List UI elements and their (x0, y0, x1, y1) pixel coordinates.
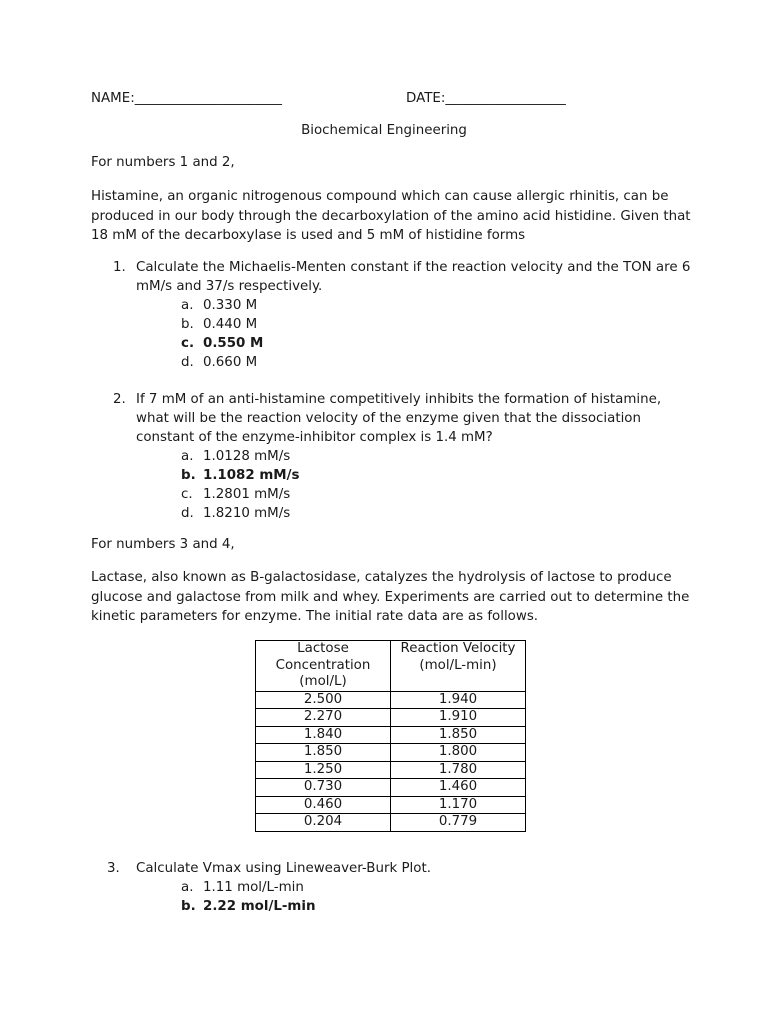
answer-option (181, 878, 691, 897)
question-2 (91, 390, 691, 523)
table-row (256, 726, 526, 744)
question-number: 2. (113, 392, 126, 407)
section-intro-3-4: For numbers 3 and 4, (91, 537, 235, 552)
table-cell: 1.800 (391, 744, 526, 762)
table-row (256, 691, 526, 709)
question-3 (91, 859, 691, 916)
option-letter: a. (181, 449, 194, 464)
table-cell: 0.779 (391, 814, 526, 832)
option-letter: b. (181, 468, 196, 483)
option-text: 1.11 mol/L-min (203, 880, 304, 895)
question-text: Calculate Vmax using Lineweaver-Burk Plot. (136, 861, 431, 876)
table-cell: 1.910 (391, 709, 526, 727)
table-row (256, 796, 526, 814)
question-number: 3. (107, 861, 120, 876)
table-cell: 1.250 (256, 761, 391, 779)
answer-option-correct (181, 334, 691, 353)
answer-options (181, 878, 691, 916)
option-letter: d. (181, 506, 194, 521)
table-header-row (256, 641, 526, 692)
question-text: Calculate the Michaelis-Menten constant if the reaction velocity and the TON are 6 mM/s and 37/s respectively. (136, 260, 691, 294)
table-cell: 0.460 (256, 796, 391, 814)
page-title: Biochemical Engineering (301, 123, 467, 138)
answer-option-correct (181, 466, 691, 485)
table-cell: 1.460 (391, 779, 526, 797)
option-text: 1.2801 mM/s (203, 487, 291, 502)
lactase-passage: Lactase, also known as B-galactosidase, catalyzes the hydrolysis of lactose to produce glucose and galactose from milk and whey. Experiments are carried out to determine the kinetic parameters for enzyme. The initial rate data are as follows. (91, 570, 690, 624)
name-field-label: NAME:______________________ (91, 91, 282, 106)
table-row (256, 761, 526, 779)
option-letter: c. (181, 336, 195, 351)
section-intro-1-2: For numbers 1 and 2, (91, 155, 235, 170)
table-cell: 1.940 (391, 691, 526, 709)
table-cell: 1.170 (391, 796, 526, 814)
table-cell: 2.500 (256, 691, 391, 709)
option-letter: b. (181, 317, 194, 332)
column-header-velocity: Reaction Velocity (mol/L-min) (391, 641, 526, 692)
answer-option (181, 353, 691, 372)
option-text: 1.0128 mM/s (203, 449, 291, 464)
table-cell: 2.270 (256, 709, 391, 727)
question-number: 1. (113, 260, 126, 275)
column-header-lactose: Lactose Concentration (mol/L) (256, 641, 391, 692)
option-text: 0.660 M (203, 355, 258, 370)
table-cell: 1.850 (256, 744, 391, 762)
table-row (256, 779, 526, 797)
table-row (256, 814, 526, 832)
table-row (256, 709, 526, 727)
question-text: If 7 mM of an anti-histamine competitively inhibits the formation of histamine, what will be the reaction velocity of the enzyme given that the dissociation constant of the enzyme-inhibitor complex is 1.4 mM? (136, 392, 662, 445)
answer-option (181, 447, 691, 466)
table-cell: 0.204 (256, 814, 391, 832)
option-letter: d. (181, 355, 194, 370)
table-cell: 1.840 (256, 726, 391, 744)
table-cell: 1.780 (391, 761, 526, 779)
option-text: 0.550 M (203, 336, 264, 351)
table-row (256, 744, 526, 762)
histamine-passage: Histamine, an organic nitrogenous compound which can cause allergic rhinitis, can be produced in our body through the decarboxylation of the amino acid histidine. Given that 18 mM of the decarboxylase is used and 5 mM of histidine forms (91, 189, 691, 243)
answer-options (181, 296, 691, 372)
answer-option (181, 485, 691, 504)
table-cell: 1.850 (391, 726, 526, 744)
option-text: 0.440 M (203, 317, 258, 332)
answer-options (181, 447, 691, 523)
option-letter: c. (181, 487, 193, 502)
answer-option (181, 296, 691, 315)
initial-rate-table (255, 640, 526, 832)
table-cell: 0.730 (256, 779, 391, 797)
option-text: 2.22 mol/L-min (203, 899, 316, 914)
option-text: 0.330 M (203, 298, 258, 313)
option-letter: a. (181, 880, 194, 895)
answer-option (181, 315, 691, 334)
option-text: 1.8210 mM/s (203, 506, 291, 521)
answer-option (181, 504, 691, 523)
option-text: 1.1082 mM/s (203, 468, 300, 483)
option-letter: a. (181, 298, 194, 313)
option-letter: b. (181, 899, 196, 914)
date-field-label: DATE:__________________ (406, 91, 566, 106)
question-1 (91, 258, 691, 372)
answer-option-correct (181, 897, 691, 916)
